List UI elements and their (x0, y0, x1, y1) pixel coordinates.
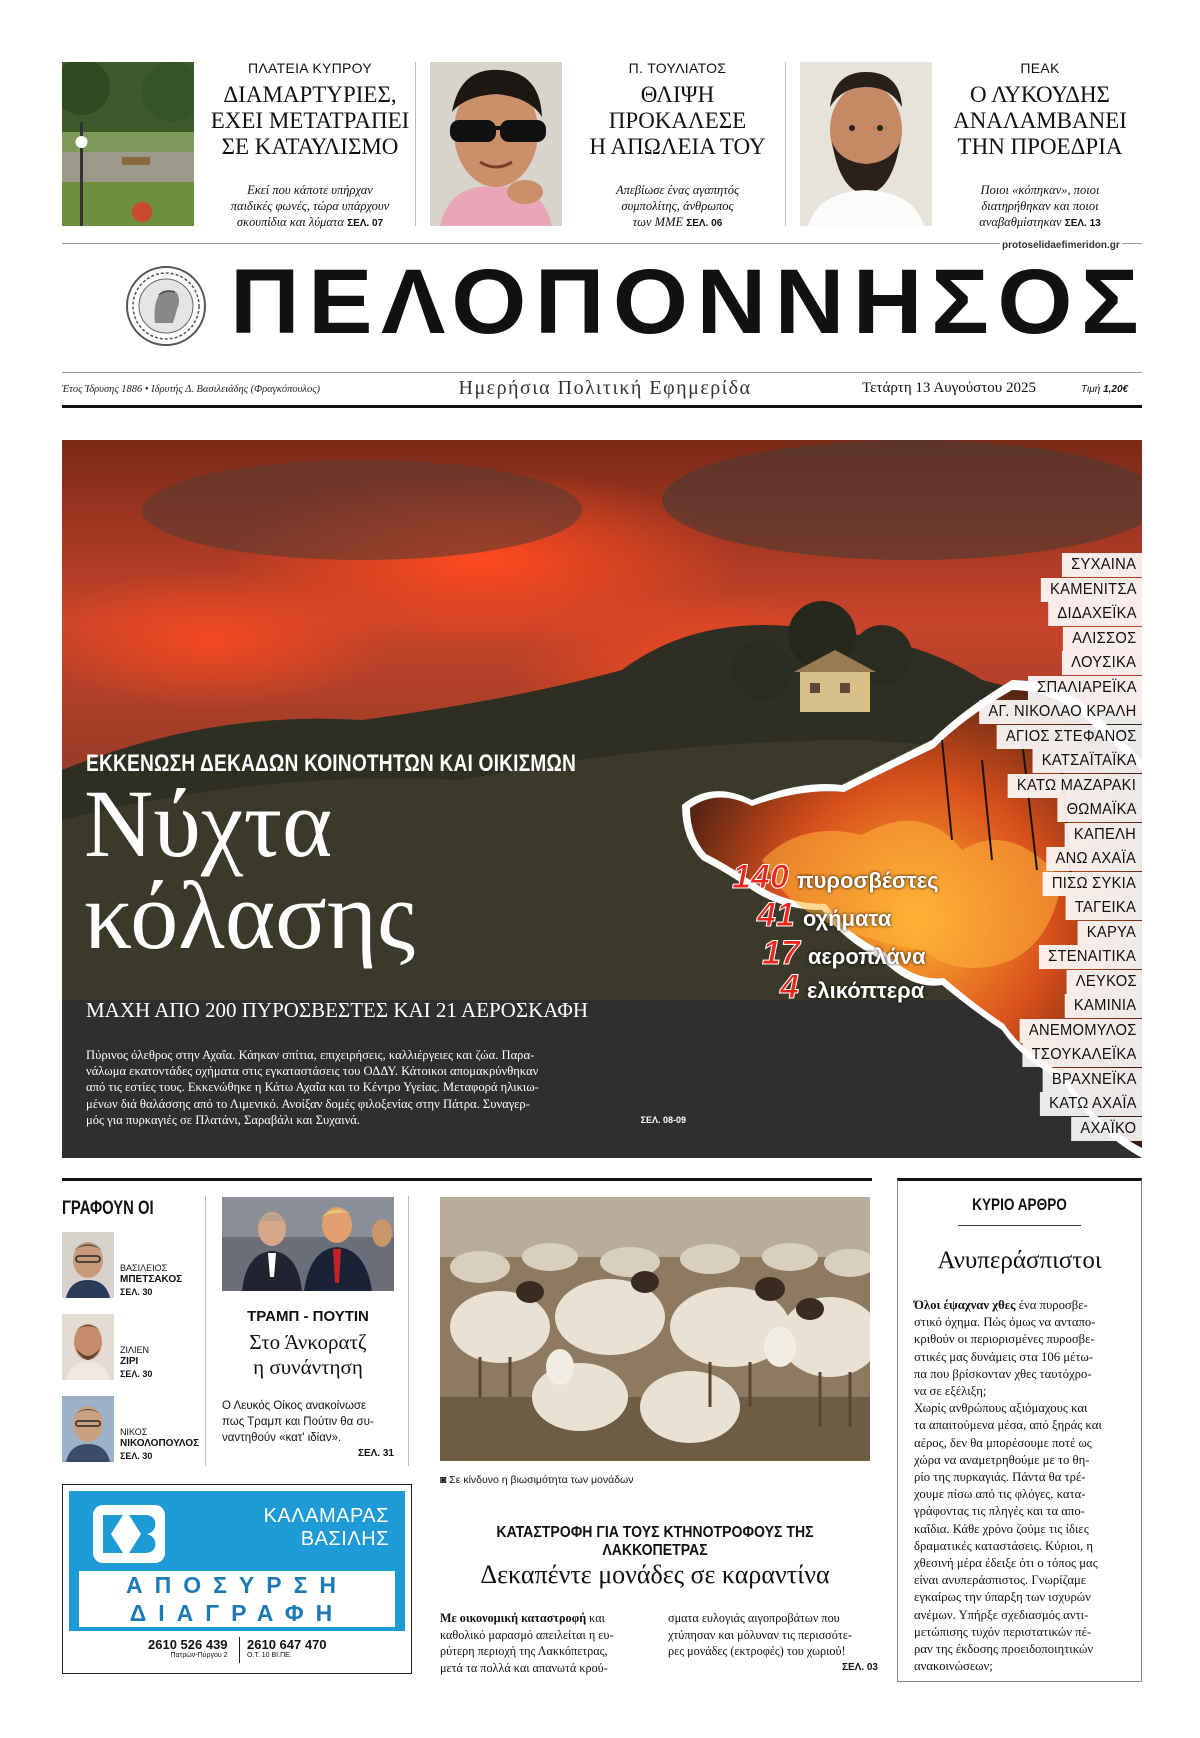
rule-thick (62, 1178, 872, 1181)
ad-phone[interactable]: 2610 647 470 Ο.Τ. 10 ΒΙ.ΠΕ. (247, 1637, 327, 1659)
columnist-name[interactable]: ΖΙΛΙΕΝ ΖΙΡΙ ΣΕΛ. 30 (120, 1345, 153, 1379)
price: Τιμή 1,20€ (1081, 384, 1129, 395)
stat-vehicles: 41 οχήματα (757, 896, 892, 934)
teaser-kicker: ΠΛΑΤΕΙΑ ΚΥΠΡΟΥ (247, 60, 373, 76)
ad-phone[interactable]: 2610 526 439 Πατρών-Πύργου 2 (148, 1637, 228, 1659)
editorial-box (897, 1178, 1142, 1682)
village-item: ΑΝΩ ΑΧΑΪΑ (1047, 847, 1142, 871)
village-item: ΚΑΜΕΝΙΤΣΑ (1040, 578, 1142, 602)
stat-planes: 17 αεροπλάνα (762, 934, 926, 972)
sheep-kicker: ΚΑΤΑΣΤΡΟΦΗ ΓΙΑ ΤΟΥΣ ΚΤΗΝΟΤΡΟΦΟΥΣ ΤΗΣ ΛΑΚΚΟΠΕΤΡΑΣ (496, 1524, 814, 1559)
rule (62, 243, 1142, 244)
village-item: ΔΙΔΑΧΕΪΚΑ (1048, 602, 1142, 626)
village-item: ΤΣΟΥΚΑΛΕΪΚΑ (1022, 1043, 1142, 1067)
teaser-text: Εκεί που κάποτε υπήρχαν παιδικές φωνές, τώρα υπάρχουν σκουπίδια και λύματα ΣΕΛ. 07 (230, 183, 390, 229)
summit-kicker: ΤΡΑΜΠ - ΠΟΥΤΙΝ (247, 1308, 369, 1325)
divider (408, 1196, 409, 1466)
village-item: ΣΤΕΝΑΙΤΙΚΑ (1039, 945, 1142, 969)
hero-headline[interactable]: Νύχτα κόλασης (84, 770, 416, 969)
sheep-caption: ◙ Σε κίνδυνο η βιωσιμότητα των μονάδων (440, 1474, 634, 1486)
village-item: ΛΟΥΣΙΚΑ (1062, 651, 1142, 675)
village-item: ΠΙΣΩ ΣΥΚΙΑ (1043, 872, 1142, 896)
village-item: ΘΩΜΑΪΚΑ (1057, 798, 1142, 822)
teaser-photo-portrait (800, 62, 932, 226)
summit-text: Ο Λευκός Οίκος ανακοίνωσε πως Τραμπ και Πούτιν θα συ- ναντηθούν «κατ' ιδίαν». ΣΕΛ. 31 (222, 1400, 394, 1459)
teaser-headline[interactable]: Ο ΛΥΚΟΥΔΗΣ ΑΝΑΛΑΜΒΑΝΕΙ ΤΗΝ ΠΡΟΕΔΡΙΑ (953, 82, 1127, 159)
summit-photo (222, 1197, 394, 1291)
columnists-label: ΓΡΑΦΟΥΝ ΟΙ (62, 1198, 154, 1219)
masthead-title[interactable]: ΠΕΛΟΠΟΝΝΗΣΟΣ (230, 251, 1148, 353)
sheep-photo[interactable] (440, 1197, 870, 1461)
teaser-kicker: ΠΕΑΚ (1020, 60, 1060, 76)
divider (415, 62, 416, 226)
columnist-name[interactable]: ΝΙΚΟΣ ΝΙΚΟΛΟΠΟΥΛΟΣ ΣΕΛ. 30 (120, 1427, 200, 1461)
stat-helicopters: 4 ελικόπτερα (780, 968, 925, 1006)
village-item: ΑΓ. ΝΙΚΟΛΑΟ ΚΡΑΛΗ (979, 700, 1142, 724)
masthead-subtitle: Ημερήσια Πολιτική Εφημερίδα (458, 377, 752, 399)
rule (958, 1225, 1081, 1226)
village-item: ΤΑΓΕΙΚΑ (1066, 896, 1142, 920)
village-item: ΚΑΜΙΝΙΑ (1065, 994, 1142, 1018)
summit-headline[interactable]: Στο Άνκορατζ η συνάντηση (249, 1330, 367, 1379)
village-item: ΣΠΑΛΙΑΡΕΪΚΑ (1028, 676, 1142, 700)
camera-icon: ◙ (440, 1474, 447, 1486)
hero-photo[interactable] (62, 440, 1142, 1158)
teaser-photo-square (62, 62, 194, 226)
masthead-date: Τετάρτη 13 Αυγούστου 2025 (862, 380, 1036, 396)
watermark: protoselidaefimeridon.gr (1002, 240, 1120, 251)
ad-service: ΑΠΟΣΥΡΣΗ ΔΙΑΓΡΑΦΗ (79, 1571, 395, 1627)
village-item: ΑΝΕΜΟΜΥΛΟΣ (1019, 1019, 1142, 1043)
village-item: ΚΑΤΩ ΑΧΑΪΑ (1040, 1092, 1142, 1116)
village-item: ΣΥΧΑΙΝΑ (1062, 553, 1142, 577)
village-item: ΒΡΑΧΝΕΪΚΑ (1042, 1068, 1142, 1092)
village-item: ΛΕΥΚΟΣ (1066, 970, 1142, 994)
rule (62, 372, 1142, 373)
ad-banner (69, 1491, 405, 1631)
ad-box[interactable] (62, 1484, 412, 1674)
divider (239, 1637, 240, 1663)
columnist-photo (62, 1396, 114, 1462)
village-item: ΚΑΡΥΑ (1078, 921, 1142, 945)
village-item: ΑΓΙΟΣ ΣΤΕΦΑΝΟΣ (997, 725, 1142, 749)
teaser-headline[interactable]: ΔΙΑΜΑΡΤΥΡΙΕΣ, ΕΧΕΙ ΜΕΤΑΤΡΑΠΕΙ ΣΕ ΚΑΤΑΥΛΙΣΜΟ (210, 82, 410, 159)
teaser-text: Ποιοι «κόπηκαν», ποιοι διατηρήθηκαν και ποιοι αναβαθμίστηκαν ΣΕΛ. 13 (979, 183, 1101, 229)
columnist-photo (62, 1314, 114, 1380)
stat-firefighters: 140 πυροσβέστες (732, 858, 939, 896)
editorial-body: Όλοι έψαχναν χθες ένα πυροσβε- στικό όχημα. Πώς όμως να ανταπο- κριθούν οι περιορισμένες πυροσβε- στικές μας δυνάμεις στα 106 μέτω- πα που βρίσκονταν χθες ταυτόχρο- να σε εξέλιξη; Χωρίς ανθρώπους αξιόμαχους και τα απαιτούμενα μέσα, από ξηράς και αέρος, δεν θα μπορέσουμε ποτέ ως χώρα να αναμετρηθούμε με το θη- ρίο της πυρκαγιάς. Πάντα θα τρέ- χουμε πίσω από τις φλόγες, κατα- γράφοντας τις πληγές και τα απο- καΐδια. Κάθε χρόνο ζούμε τις ίδιες δραματικές καταστάσεις. Κύριοι, η χθεσινή μέρα έδειξε ότι ο τόπος μας είναι ανυπεράσπιστος. Γνωρίζαμε εγκαίρως την ύπαρξη των ισχυρών ανέμων. Υπήρξε σχεδιασμός αντι- μετώπισης τυχόν περιστατικών πέ- ραν της έκδοσης προειδοποιητικών ανακοινώσεων; (914, 1298, 1102, 1674)
columnist-photo (62, 1232, 114, 1298)
hero-body: Πύρινος όλεθρος στην Αχαΐα. Κάηκαν σπίτια, επιχειρήσεις, καλλιέργειες και ζώα. Παρα- νάλωμα εκατοντάδες οχήματα στις εγκαταστάσεις του ΟΔΔΥ. Κάτοικοι απομακρύνθηκαν από τις εστίες τους. Εκκενώθηκε η Κάτω Αχαΐα και το Κέντρο Υγείας. Μεταφορά ηλικιω- μένων διά θαλάσσης από το Λιμενικό. Ανοίξαν δομές φιλοξενίας στην Πάτρα. Συναγερ- μός για πυρκαγιές σε Πλατάνι, Σαραβάλι και Συχαινά. ΣΕΛ. 08-09 (86, 1048, 686, 1127)
village-item: ΑΛΙΣΣΟΣ (1063, 627, 1142, 651)
editorial-label: ΚΥΡΙΟ ΑΡΘΡΟ (972, 1195, 1067, 1214)
ad-logo-icon (89, 1501, 169, 1567)
teaser-kicker: Π. ΤΟΥΛΙΑΤΟΣ (628, 60, 727, 76)
teaser-text: Απεβίωσε ένας αγαπητός συμπολίτης, άνθρωπος των ΜΜΕ ΣΕΛ. 06 (615, 183, 740, 229)
divider (785, 62, 786, 226)
divider (205, 1196, 206, 1466)
masthead-founded: Έτος Ίδρυσης 1886 • Ιδρυτής Δ. Βασιλειάδης (Φραγκόπουλος) (62, 384, 320, 395)
hero-subhead: ΜΑΧΗ ΑΠΟ 200 ΠΥΡΟΣΒΕΣΤΕΣ ΚΑΙ 21 ΑΕΡΟΣΚΑΦΗ (86, 998, 589, 1022)
teaser-photo-portrait (430, 62, 562, 226)
village-item: ΑΧΑΪΚΟ (1071, 1117, 1142, 1141)
hero-kicker: ΕΚΚΕΝΩΣΗ ΔΕΚΑΔΩΝ ΚΟΙΝΟΤΗΤΩΝ ΚΑΙ ΟΙΚΙΣΜΩΝ (86, 750, 577, 777)
ad-name: ΚΑΛΑΜΑΡΑΣ ΒΑΣΙΛΗΣ (263, 1505, 389, 1550)
rule-thick (62, 405, 1142, 408)
columnist-name[interactable]: ΒΑΣΙΛΕΙΟΣ ΜΠΕΤΣΑΚΟΣ ΣΕΛ. 30 (120, 1263, 183, 1297)
village-item: ΚΑΤΣΑΪΤΑΪΚΑ (1032, 749, 1142, 773)
sheep-body-col1: Με οικονομική καταστροφή και καθολικό μαρασμό απειλείται η ευ- ρύτερη περιοχή της Λακκόπετρας, μετά τα πολλά και απανωτά κρού- (440, 1611, 614, 1675)
masthead-emblem (125, 265, 207, 347)
sheep-headline[interactable]: Δεκαπέντε μονάδες σε καραντίνα (480, 1560, 830, 1589)
editorial-title[interactable]: Ανυπεράσπιστοι (937, 1247, 1102, 1274)
village-item: ΚΑΤΩ ΜΑΖΑΡΑΚΙ (1008, 774, 1142, 798)
sheep-body-col2: σματα ευλογιάς αιγοπροβάτων που χτύπησαν και μόλυναν τις περισσότε- ρες μονάδες (εκτροφές) του χωριού! ΣΕΛ. 03 (668, 1611, 878, 1673)
village-item: ΚΑΠΕΛΗ (1065, 823, 1142, 847)
teaser-headline[interactable]: ΘΛΙΨΗ ΠΡΟΚΑΛΕΣΕ Η ΑΠΩΛΕΙΑ ΤΟΥ (589, 82, 766, 159)
